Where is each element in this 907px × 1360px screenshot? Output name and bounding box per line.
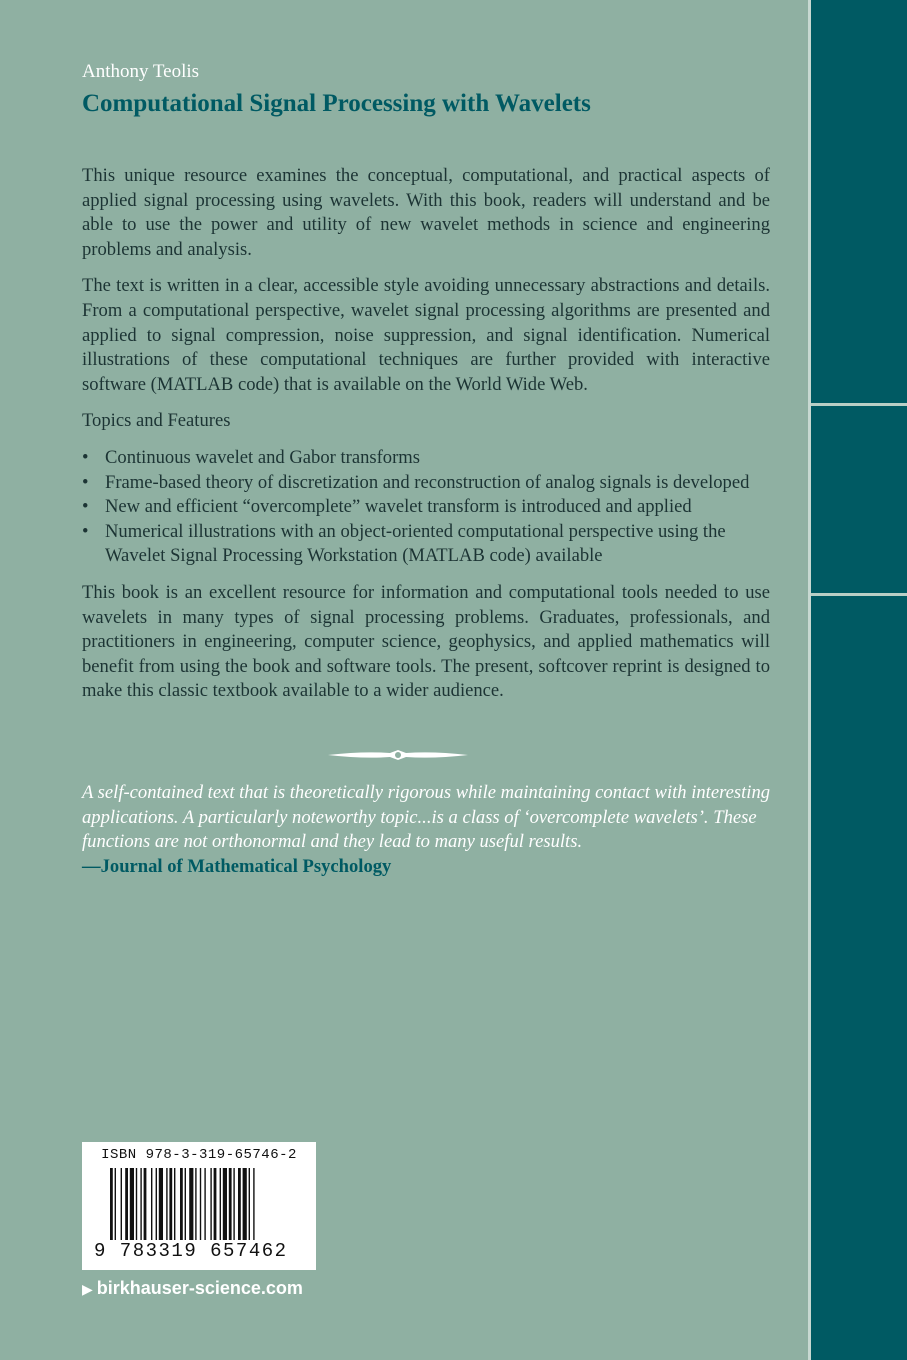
feature-text: Frame-based theory of discretization and reconstruction of analog signals is developed bbox=[105, 471, 750, 493]
barcode-digits: 9 783319 657462 bbox=[94, 1240, 288, 1262]
bullet-icon: • bbox=[82, 496, 89, 518]
feature-text: Numerical illustrations with an object-oriented computational perspective using the Wavelet Signal Processing Workstation (MATLAB code) available bbox=[105, 520, 726, 567]
bullet-icon: • bbox=[82, 446, 89, 468]
book-title: Computational Signal Processing with Wavelets bbox=[82, 90, 591, 117]
quote-source: —Journal of Mathematical Psychology bbox=[82, 855, 392, 877]
feature-item bbox=[82, 495, 770, 520]
feature-text: New and efficient “overcomplete” wavelet transform is introduced and applied bbox=[105, 496, 692, 518]
closing-paragraph: This book is an excellent resource for information and computational tools needed to use wavelets in many types of signal processing problems. Graduates, professionals, and practitioners in engineering, computer science, geophysics, and applied mathematics will benefit from using the book and software tools. The present, softcover reprint is designed to make this classic textbook available to a wider audience. bbox=[82, 581, 770, 702]
isbn-barcode bbox=[82, 1142, 316, 1270]
publisher-url: birkhauser-science.com bbox=[96, 1278, 303, 1298]
spine-divider-lower bbox=[811, 593, 907, 596]
bullet-icon: • bbox=[82, 471, 89, 493]
feature-item bbox=[82, 446, 770, 471]
author-name: Anthony Teolis bbox=[82, 61, 200, 82]
topics-heading: Topics and Features bbox=[82, 410, 231, 432]
feature-item bbox=[82, 520, 770, 569]
features-list bbox=[82, 446, 770, 569]
description-paragraph: The text is written in a clear, accessible style avoiding unnecessary abstractions and details. From a computational perspective, wavelet signal processing algorithms are presented and applied to signal compression, noise suppression, and signal identification. Numerical illustrations of these computational techniques are further provided with interactive software (MATLAB code) that is available on the World Wide Web. bbox=[82, 275, 770, 395]
feature-item bbox=[82, 471, 770, 496]
spine-band bbox=[808, 0, 907, 1360]
publisher-link[interactable] bbox=[82, 1278, 303, 1299]
description-paragraph: This unique resource examines the conceptual, computational, and practical aspects of applied signal processing using wavelets. With this book, readers will understand and be able to use the power and utility of new wavelet methods in science and engineering problems and analysis. bbox=[82, 165, 770, 260]
quote-text: A self-contained text that is theoretically rigorous while maintaining contact with interesting applications. A particularly noteworthy topic...is a class of ‘overcomplete wavelets’. These functions are not orthonormal and they lead to many useful results. bbox=[82, 782, 771, 853]
ornament-divider-icon bbox=[328, 748, 468, 762]
arrow-right-icon: ▶ bbox=[82, 1281, 93, 1297]
spine-divider-upper bbox=[811, 403, 907, 406]
bullet-icon: • bbox=[82, 520, 89, 542]
barcode-bars-icon bbox=[110, 1168, 290, 1240]
review-quote bbox=[82, 781, 772, 879]
description bbox=[82, 164, 770, 716]
feature-text: Continuous wavelet and Gabor transforms bbox=[105, 446, 420, 468]
isbn-label: ISBN 978-3-319-65746-2 bbox=[101, 1147, 297, 1163]
